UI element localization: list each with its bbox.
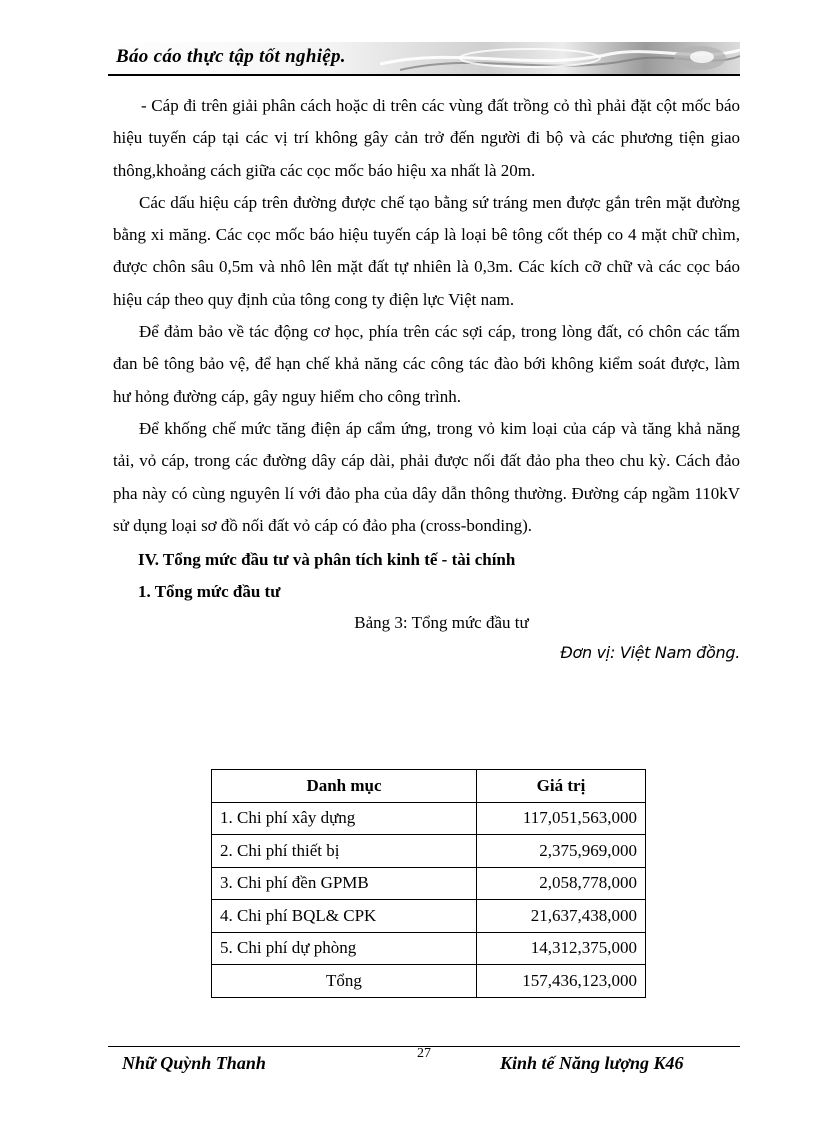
bullet-paragraph: - Cáp đi trên giải phân cách hoặc di trên các vùng đất trồng cỏ thì phải đặt cột mốc báo hiệu tuyến cáp tại các vị trí không gây cản trở đến người đi bộ và các phương tiện giao thông,khoảng cách giữa các cọc mốc báo hiệu xa nhất là 20m. [113,96,740,180]
page-content [113,90,740,668]
paragraph-cross-bonding: Để khống chế mức tăng điện áp cẩm ứng, trong vỏ kim loại của cáp và tăng khả năng tải, vỏ cáp, trong các đường dây cáp dài, phải được nối đất đảo pha theo chu kỳ. Cách đảo pha này có cùng nguyên lí với đảo pha của dây dẫn thông thường. Đường cáp ngầm 110kV sử dụng loại sơ đồ nối đất vỏ cáp có đảo pha (cross-bonding). [113,418,740,535]
value-cell: 14,312,375,000 [477,932,646,965]
value-cell: 117,051,563,000 [477,802,646,835]
page-header [108,42,740,76]
value-cell: 21,637,438,000 [477,900,646,933]
paragraph-cable-markers: Các dấu hiệu cáp trên đường được chế tạo bằng sứ tráng men được gắn trên mặt đường bằng xi măng. Các cọc mốc báo hiệu tuyến cáp là loại bê tông cốt thép co 4 mặt chữ chìm, được chôn sâu 0,5m và nhô lên mặt đất tự nhiên là 0,3m. Các kích cỡ chữ và các cọc báo hiệu cáp theo quy định của tông cong ty điện lực Việt nam. [113,192,740,309]
header-decoration-icon [380,42,740,74]
category-cell: 4. Chi phí BQL& CPK [212,900,477,933]
investment-table [211,769,646,998]
section-heading: IV. Tổng mức đầu tư và phân tích kinh tế - tài chính [138,550,516,570]
footer-author: Nhữ Quỳnh Thanh [122,1053,266,1073]
paragraph-mechanical-protection: Để đảm bảo về tác động cơ học, phía trên các sợi cáp, trong lòng đất, có chôn các tấm đan bê tông bảo vệ, để hạn chế khả năng các công tác đào bới không kiểm soát được, làm hư hỏng đường cáp, gây nguy hiểm cho công trình. [113,322,740,406]
header-title: Báo cáo thực tập tốt nghiệp. [116,46,346,67]
table-row [212,932,646,965]
value-cell: 2,058,778,000 [477,867,646,900]
table-caption: Bảng 3: Tổng mức đầu tư [354,613,529,633]
category-cell: 2. Chi phí thiết bị [212,835,477,868]
total-label-cell: Tổng [212,965,477,998]
category-cell: 1. Chi phí xây dựng [212,802,477,835]
column-header-category: Danh mục [212,770,477,803]
category-cell: 3. Chi phí đền GPMB [212,867,477,900]
page-number: 27 [417,1046,431,1061]
footer-program: Kinh tế Năng lượng K46 [500,1053,684,1073]
total-value-cell: 157,436,123,000 [477,965,646,998]
subsection-heading: 1. Tổng mức đầu tư [138,582,281,602]
unit-note: Đơn vị: Việt Nam đồng. [560,643,740,663]
column-header-value: Giá trị [477,770,646,803]
value-cell: 2,375,969,000 [477,835,646,868]
table-row [212,867,646,900]
table-total-row [212,965,646,998]
table-row [212,802,646,835]
category-cell: 5. Chi phí dự phòng [212,932,477,965]
table-row [212,835,646,868]
table-row [212,900,646,933]
table-header-row [212,770,646,803]
